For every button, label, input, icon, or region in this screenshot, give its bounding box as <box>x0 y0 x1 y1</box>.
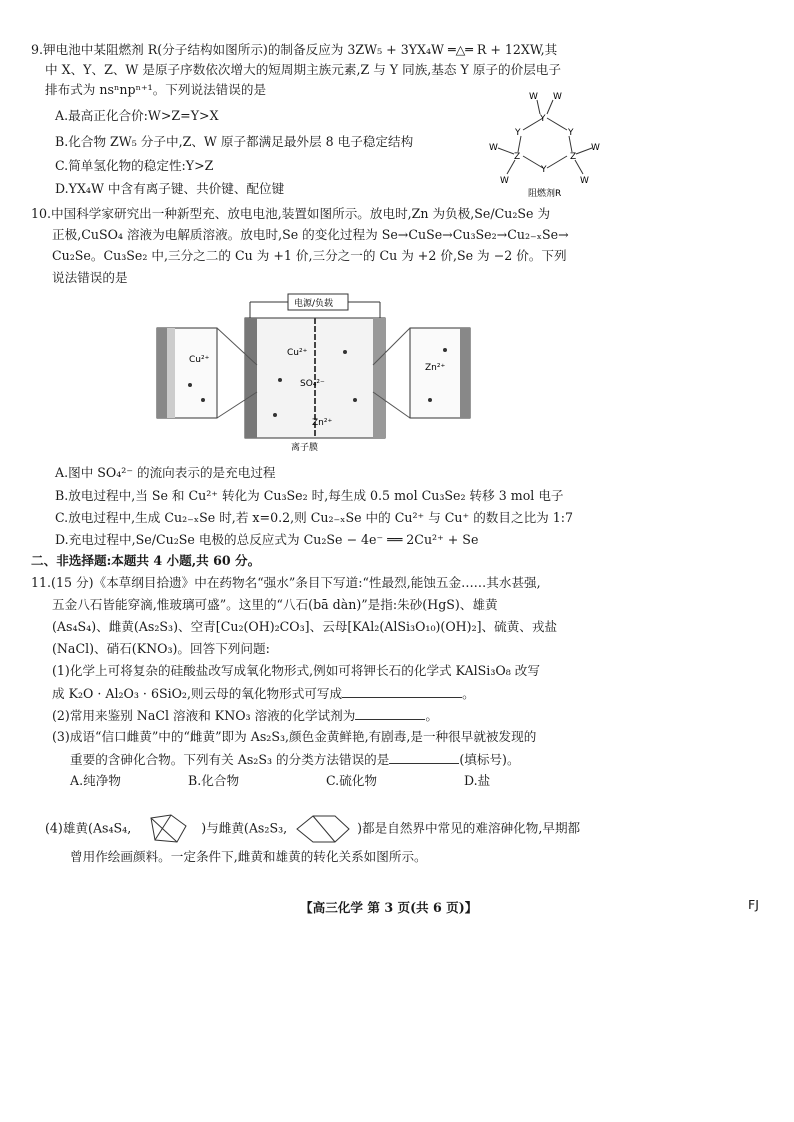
q9-option-c: C.简单氢化物的稳定性:Y>Z <box>55 158 214 173</box>
left-ion: Cu²⁺ <box>189 355 210 365</box>
answer-blank-3[interactable] <box>389 751 459 764</box>
period: 。 <box>462 686 475 701</box>
q11-line-1: 11.(15 分)《本草纲目拾遗》中在药物名“强水”条目下写道:“性最烈,能蚀五金……其水甚强, <box>31 575 541 590</box>
atom-w: W <box>553 92 562 102</box>
atom-w: W <box>529 92 538 102</box>
q11-part2-text: (2)常用来鉴别 NaCl 溶液和 KNO₃ 溶液的化学试剂为 <box>52 708 356 723</box>
q11-line-2: 五金八石皆能穿滴,惟玻璃可盛”。这里的“八石(bā dàn)”是指:朱砂(HgS)、雄黄 <box>52 597 498 612</box>
page-footer: 【高三化学 第 3 页(共 6 页)】 <box>300 900 478 915</box>
q11-part1-line1: (1)化学上可将复杂的硅酸盐改写成氧化物形式,例如可将钾长石的化学式 KAlSi₃O₈ 改写 <box>52 663 540 678</box>
q11-line-4: (NaCl)、硝石(KNO₃)。回答下列问题: <box>52 641 270 656</box>
answer-blank-1[interactable] <box>342 685 462 698</box>
atom-w: W <box>500 176 509 186</box>
q11-part3-text: 重要的含砷化合物。下列有关 As₂S₃ 的分类方法错误的是 <box>70 752 390 767</box>
footer-code: FJ <box>748 897 759 912</box>
q11-part4-text-1: (4)雄黄(As₄S₄, <box>45 820 132 836</box>
ion-cu: Cu²⁺ <box>287 348 308 358</box>
figure-caption: 阻燃剂R <box>528 189 562 199</box>
q9-line-3: 排布式为 nsⁿnpⁿ⁺¹。下列说法错误的是 <box>45 82 267 97</box>
atom-z: Z <box>570 152 577 162</box>
q11-line-3: (As₄S₄)、雌黄(As₂S₃)、空青[Cu₂(OH)₂CO₃]、云母[KAl₂(AlSi₃O₁₀)(OH)₂]、硫黄、戎盐 <box>52 619 558 634</box>
atom-y: Y <box>515 128 521 138</box>
membrane-label: 离子膜 <box>291 443 319 453</box>
q11-part4-line2: 曾用作绘画颜料。一定条件下,雌黄和雄黄的转化关系如图所示。 <box>70 849 427 864</box>
q10-line-1: 10.中国科学家研究出一种新型充、放电电池,装置如图所示。放电时,Zn 为负极,Se/Cu₂Se 为 <box>31 206 551 221</box>
period: 。 <box>425 708 438 723</box>
realgar-structure-icon <box>131 812 201 846</box>
answer-blank-2[interactable] <box>355 707 425 720</box>
option-c: C.硫化物 <box>326 773 377 788</box>
ion-so4: SO₄²⁻ <box>300 379 325 389</box>
atom-w: W <box>580 176 589 186</box>
q9-option-b: B.化合物 ZW₅ 分子中,Z、W 原子都满足最外层 8 电子稳定结构 <box>55 134 414 149</box>
q10-option-c: C.放电过程中,生成 Cu₂₋ₓSe 时,若 x=0.2,则 Cu₂₋ₓSe 中的 Cu²⁺ 与 Cu⁺ 的数目之比为 1:7 <box>55 510 574 525</box>
section-2-heading: 二、非选择题:本题共 4 小题,共 60 分。 <box>31 553 261 568</box>
ion-zn: Zn²⁺ <box>312 418 333 428</box>
q9-option-a: A.最高正化合价:W>Z=Y>X <box>55 108 219 123</box>
q11-part1-line2 <box>52 685 475 702</box>
battery-diagram <box>155 290 475 455</box>
orpiment-structure-icon <box>287 812 357 846</box>
atom-y: Y <box>568 128 574 138</box>
q10-option-d: D.充电过程中,Se/Cu₂Se 电极的总反应式为 Cu₂Se − 4e⁻ ══ 2Cu²⁺ + Se <box>55 532 479 547</box>
option-a: A.纯净物 <box>70 773 121 788</box>
q9-option-d: D.YX₄W 中含有离子键、共价键、配位键 <box>55 181 285 196</box>
atom-w: W <box>489 143 498 153</box>
q10-line-3: Cu₂Se。Cu₃Se₂ 中,三分之二的 Cu 为 +1 价,三分之一的 Cu 为 +2 价,Se 为 −2 价。下列 <box>52 248 567 263</box>
q11-part3-tail: (填标号)。 <box>459 752 520 767</box>
power-label: 电源/负载 <box>294 299 334 309</box>
q11-part4-text-2: )与雌黄(As₂S₃, <box>201 820 288 836</box>
atom-y: Y <box>540 114 546 124</box>
right-ion: Zn²⁺ <box>425 363 446 373</box>
atom-y-bottom: Y <box>541 165 547 175</box>
q11-part3-line1: (3)成语“信口雌黄”中的“雌黄”即为 As₂S₃,颜色金黄鲜艳,有剧毒,是一种很早就被发现的 <box>52 729 537 744</box>
q11-part4-line1 <box>45 812 580 846</box>
option-d: D.盐 <box>464 773 491 788</box>
molecule-r-figure <box>485 88 605 200</box>
q10-option-b: B.放电过程中,当 Se 和 Cu²⁺ 转化为 Cu₃Se₂ 时,每生成 0.5 mol Cu₃Se₂ 转移 3 mol 电子 <box>55 488 564 503</box>
q11-part1-text: 成 K₂O · Al₂O₃ · 6SiO₂,则云母的氧化物形式可写成 <box>52 686 343 701</box>
q11-part4-text-3: )都是自然界中常见的难溶砷化物,早期都 <box>357 820 581 836</box>
option-b: B.化合物 <box>188 773 240 788</box>
q11-part2 <box>52 707 438 724</box>
q11-part3-options <box>70 773 490 789</box>
atom-z: Z <box>514 152 521 162</box>
q10-option-a: A.图中 SO₄²⁻ 的流向表示的是充电过程 <box>55 465 276 480</box>
q9-line-2: 中 X、Y、Z、W 是原子序数依次增大的短周期主族元素,Z 与 Y 同族,基态 Y 原子的价层电子 <box>45 62 561 77</box>
atom-w: W <box>591 143 600 153</box>
q9-line-1: 9.钾电池中某阻燃剂 R(分子结构如图所示)的制备反应为 3ZW₅ + 3YX₄W ═△═ R + 12XW,其 <box>31 42 558 57</box>
q10-line-2: 正极,CuSO₄ 溶液为电解质溶液。放电时,Se 的变化过程为 Se→CuSe→Cu₃Se₂→Cu₂₋ₓSe→ <box>52 227 569 242</box>
q10-line-4: 说法错误的是 <box>52 270 128 285</box>
q11-part3-line2 <box>70 751 520 768</box>
